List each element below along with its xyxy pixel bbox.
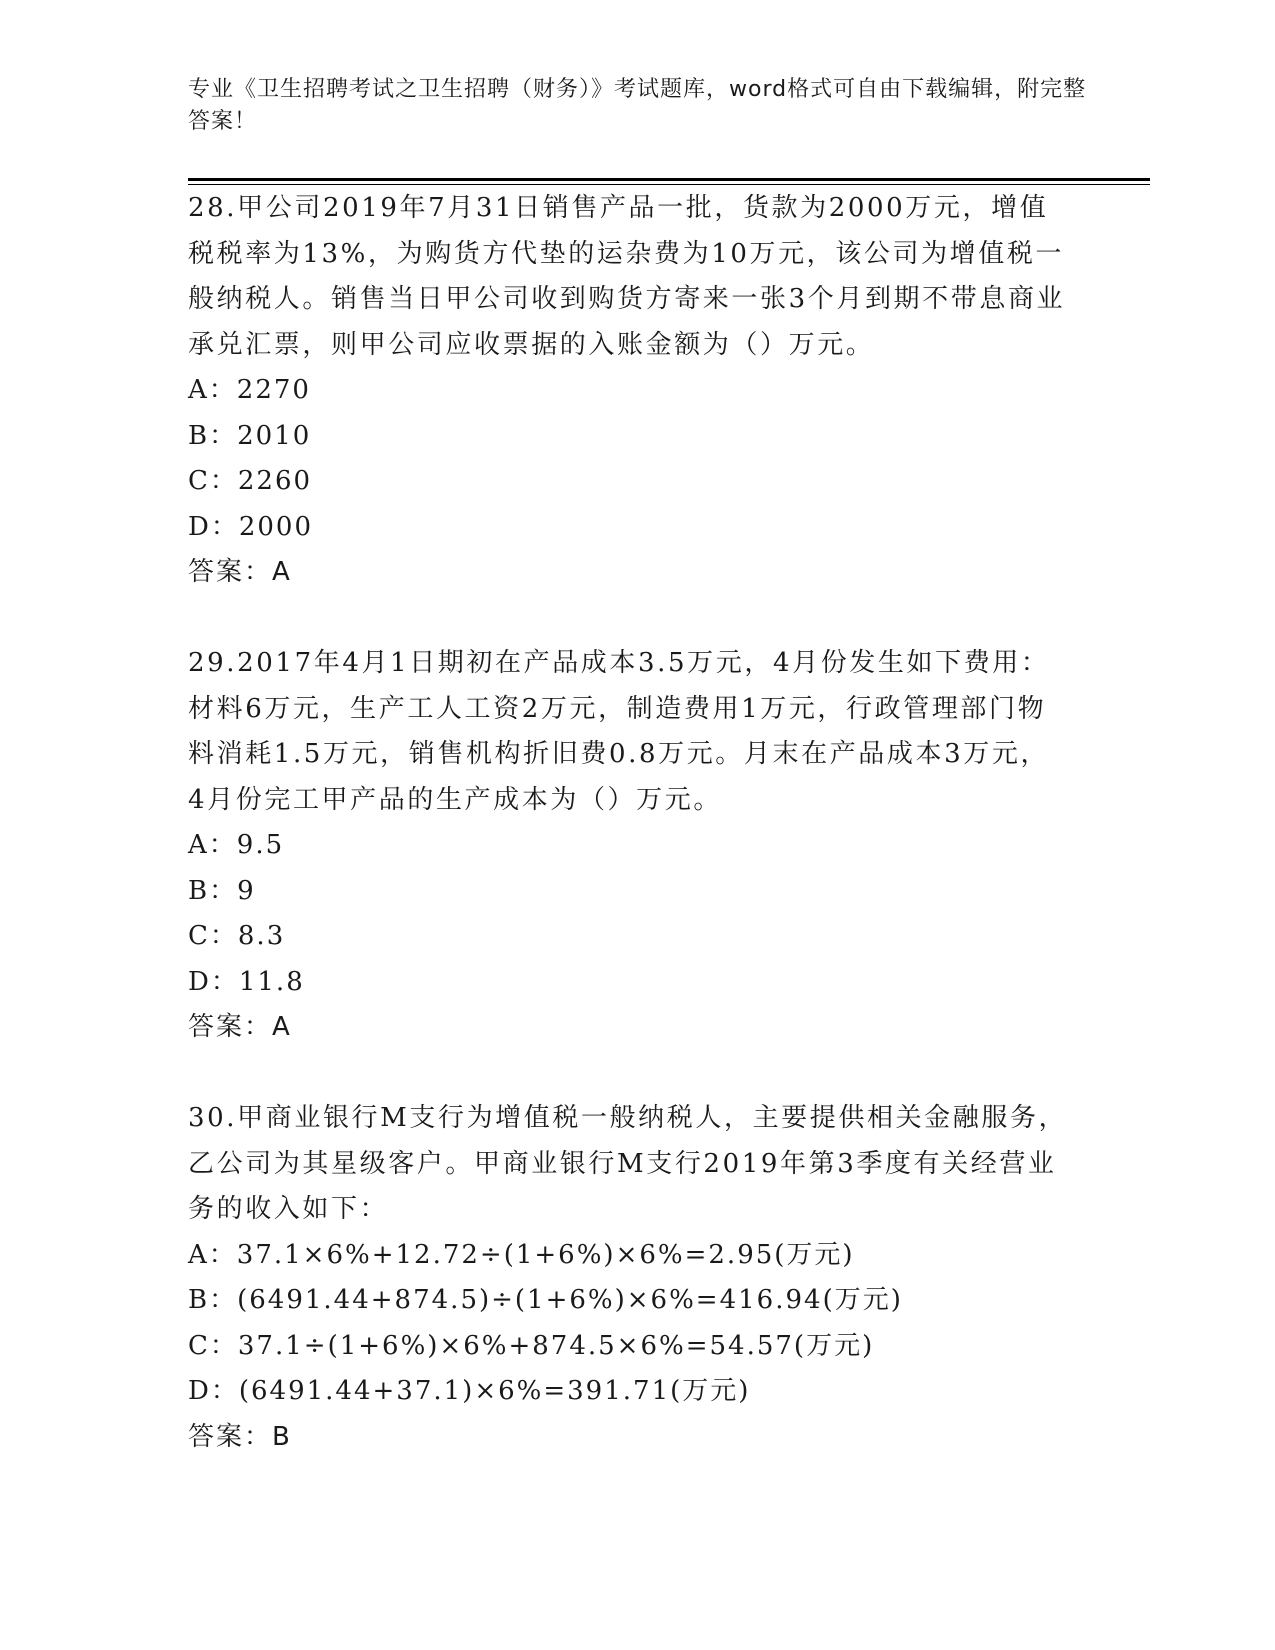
- document-header: 专业《卫生招聘考试之卫生招聘（财务）》考试题库，word格式可自由下载编辑，附完整答案！: [188, 77, 1087, 134]
- question-text: 29.2017年4月1日期初在产品成本3.5万元，4月份发生如下费用：材料6万元，生产工人工资2万元，制造费用1万元，行政管理部门物料消耗1.5万元，销售机构折旧费0.8万元。月末在产品成本3万元，4月份完工甲产品的生产成本为（）万元。: [188, 648, 1050, 815]
- header-divider-thin: [188, 184, 1150, 185]
- question-text: 28.甲公司2019年7月31日销售产品一批，货款为2000万元，增值税税率为13%，为购货方代垫的运杂费为10万元，该公司为增值税一般纳税人。销售当日甲公司收到购货方寄来一张3个月到期不带息商业承兑汇票，则甲公司应收票据的入账金额为（）万元。: [188, 193, 1066, 360]
- option-c: C：8.3: [188, 921, 286, 951]
- option-c: C：37.1÷(1+6%)×6%+874.5×6%=54.57(万元): [188, 1330, 875, 1361]
- header-divider-thick: [188, 178, 1150, 181]
- question-28: [188, 186, 1068, 596]
- question-30: [188, 1096, 1068, 1460]
- answer: 答案：A: [188, 1012, 292, 1042]
- option-b: B：9: [188, 875, 256, 906]
- option-d: D：11.8: [188, 966, 305, 997]
- option-c: C：2260: [188, 466, 313, 496]
- answer: 答案：B: [188, 1421, 292, 1452]
- option-a: A：9.5: [188, 830, 285, 860]
- option-b: B：(6491.44+874.5)÷(1+6%)×6%=416.94(万元): [188, 1285, 903, 1315]
- question-29: [188, 641, 1068, 1051]
- option-a: A：2270: [188, 375, 311, 405]
- option-d: D：2000: [188, 511, 314, 542]
- answer: 答案：A: [188, 557, 292, 587]
- option-b: B：2010: [188, 420, 312, 451]
- option-a: A：37.1×6%+12.72÷(1+6%)×6%=2.95(万元): [188, 1239, 855, 1270]
- option-d: D：(6491.44+37.1)×6%=391.71(万元): [188, 1376, 751, 1406]
- question-text: 30.甲商业银行M支行为增值税一般纳税人，主要提供相关金融服务，乙公司为其星级客户。甲商业银行M支行2019年第3季度有关经营业务的收入如下：: [188, 1103, 1068, 1224]
